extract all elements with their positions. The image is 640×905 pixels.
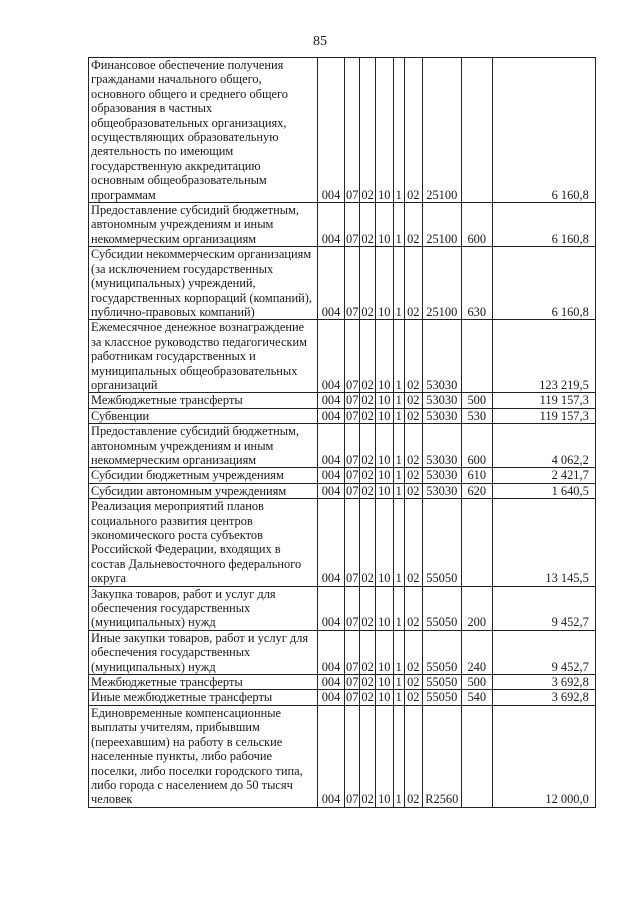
target-article-part4-cell: 25100 <box>422 247 461 320</box>
subsection-code-cell: 02 <box>361 675 374 690</box>
expense-type-cell <box>461 58 492 203</box>
department-code-cell: 004 <box>318 586 345 630</box>
section-code-cell: 07 <box>345 630 360 674</box>
item-name-cell: Реализация мероприятий планов социального развития центров экономического роста субъектов Российской Федерации, входящих в состав Дальневосточного федерального округа <box>89 499 318 586</box>
table-row <box>89 483 596 498</box>
target-article-part4-cell: 53030 <box>422 320 461 393</box>
expense-type-cell: 600 <box>461 203 492 247</box>
section-code-cell: 07 <box>346 675 359 690</box>
section-code-cell: 07 <box>345 705 360 807</box>
target-article-part3-cell: 02 <box>404 203 422 247</box>
department-code-cell: 004 <box>318 630 345 674</box>
target-article-part2-cell: 1 <box>393 203 404 247</box>
target-article-part1-cell: 10 <box>375 393 393 408</box>
target-article-part3-cell: 02 <box>404 408 422 423</box>
department-code-cell: 004 <box>318 468 345 483</box>
target-article-part1-cell: 10 <box>375 690 393 705</box>
expense-type-cell: 540 <box>461 690 492 705</box>
item-name-cell: Закупка товаров, работ и услуг для обеспечения государственных (муниципальных) нужд <box>89 586 318 630</box>
target-article-part1-cell: 10 <box>375 483 393 498</box>
target-article-part3-cell: 02 <box>404 675 422 690</box>
target-article-part1-cell: 10 <box>375 408 393 423</box>
section-code-cell: 07 <box>345 247 360 320</box>
target-article-part1-cell: 10 <box>375 630 393 674</box>
expense-type-cell: 500 <box>461 675 492 690</box>
target-article-part1-cell: 10 <box>375 705 393 807</box>
department-code-cell: 004 <box>318 247 345 320</box>
item-name-cell: Субвенции <box>89 408 318 423</box>
item-name-cell: Межбюджетные трансферты <box>89 393 318 408</box>
amount-cell: 119 157,3 <box>492 393 595 408</box>
target-article-part1-cell: 10 <box>375 675 393 690</box>
table-row <box>89 499 596 586</box>
subsection-code-cell: 02 <box>361 483 374 498</box>
subsection-code-cell: 02 <box>360 705 375 807</box>
target-article-part1-cell: 10 <box>375 468 393 483</box>
target-article-part2-cell: 1 <box>393 58 404 203</box>
section-code-cell: 07 <box>345 499 360 586</box>
target-article-part2-cell: 1 <box>393 586 404 630</box>
target-article-part4-cell: 55050 <box>422 690 461 705</box>
target-article-part2-cell: 1 <box>393 630 404 674</box>
amount-cell: 1 640,5 <box>492 483 595 498</box>
table-row <box>89 630 596 674</box>
expense-type-cell: 630 <box>461 247 492 320</box>
target-article-part3-cell: 02 <box>404 705 422 807</box>
item-name-cell: Единовременные компенсационные выплаты учителям, прибывшим (переехавшим) на работу в сельские населенные пункты, либо рабочие поселки, либо поселки городского типа, либо города с населением до 50 тысяч человек <box>89 705 318 807</box>
section-code-cell: 07 <box>345 203 360 247</box>
target-article-part2-cell: 1 <box>393 483 404 498</box>
table-row <box>89 393 596 408</box>
target-article-part3-cell: 02 <box>404 247 422 320</box>
section-code-cell: 07 <box>345 320 360 393</box>
target-article-part2-cell: 1 <box>393 690 404 705</box>
expense-type-cell: 500 <box>461 393 492 408</box>
table-row <box>89 586 596 630</box>
amount-cell: 3 692,8 <box>492 690 595 705</box>
target-article-part4-cell: R2560 <box>422 705 461 807</box>
target-article-part4-cell: 53030 <box>422 483 461 498</box>
target-article-part1-cell: 10 <box>375 247 393 320</box>
target-article-part1-cell: 10 <box>375 499 393 586</box>
item-name-cell: Предоставление субсидий бюджетным, автономным учреждениям и иным некоммерческим организациям <box>89 203 318 247</box>
budget-table-body <box>89 58 596 808</box>
target-article-part3-cell: 02 <box>404 320 422 393</box>
target-article-part2-cell: 1 <box>393 675 404 690</box>
target-article-part3-cell: 02 <box>404 499 422 586</box>
section-code-cell: 07 <box>346 393 359 408</box>
section-code-cell: 07 <box>346 408 359 423</box>
item-name-cell: Финансовое обеспечение получения гражданами начального общего, основного общего и среднего общего образования в частных общеобразовательных организациях, осуществляющих образовательную деятельность по имеющим государственную аккредитацию основным общеобразовательным программам <box>89 58 318 203</box>
subsection-code-cell: 02 <box>361 408 374 423</box>
target-article-part1-cell: 10 <box>375 58 393 203</box>
target-article-part3-cell: 02 <box>404 586 422 630</box>
target-article-part3-cell: 02 <box>404 468 422 483</box>
section-code-cell: 07 <box>345 58 360 203</box>
expense-type-cell <box>461 499 492 586</box>
target-article-part4-cell: 53030 <box>422 393 461 408</box>
table-row <box>89 705 596 807</box>
target-article-part1-cell: 10 <box>375 203 393 247</box>
target-article-part3-cell: 02 <box>404 393 422 408</box>
expense-type-cell: 240 <box>461 630 492 674</box>
target-article-part4-cell: 25100 <box>422 58 461 203</box>
target-article-part3-cell: 02 <box>404 483 422 498</box>
table-row <box>89 320 596 393</box>
item-name-cell: Ежемесячное денежное вознаграждение за классное руководство педагогическим работникам государственных и муниципальных общеобразовательных организаций <box>89 320 318 393</box>
subsection-code-cell: 02 <box>360 247 375 320</box>
subsection-code-cell: 02 <box>360 424 375 468</box>
target-article-part2-cell: 1 <box>393 408 404 423</box>
item-name-cell: Предоставление субсидий бюджетным, автономным учреждениям и иным некоммерческим организациям <box>89 424 318 468</box>
subsection-code-cell: 02 <box>361 468 374 483</box>
target-article-part4-cell: 53030 <box>422 424 461 468</box>
department-code-cell: 004 <box>318 690 345 705</box>
table-row <box>89 408 596 423</box>
department-code-cell: 004 <box>318 499 345 586</box>
amount-cell: 3 692,8 <box>492 675 595 690</box>
expense-type-cell <box>461 320 492 393</box>
item-name-cell: Иные закупки товаров, работ и услуг для обеспечения государственных (муниципальных) нужд <box>89 630 318 674</box>
item-name-cell: Субсидии бюджетным учреждениям <box>89 468 318 483</box>
subsection-code-cell: 02 <box>360 630 375 674</box>
target-article-part1-cell: 10 <box>375 424 393 468</box>
target-article-part4-cell: 55050 <box>422 499 461 586</box>
table-row <box>89 58 596 203</box>
expense-type-cell: 530 <box>461 408 492 423</box>
subsection-code-cell: 02 <box>360 499 375 586</box>
target-article-part4-cell: 53030 <box>422 408 461 423</box>
table-row <box>89 203 596 247</box>
department-code-cell: 004 <box>318 393 345 408</box>
amount-cell: 12 000,0 <box>492 705 595 807</box>
subsection-code-cell: 02 <box>360 203 375 247</box>
department-code-cell: 004 <box>318 705 345 807</box>
table-row <box>89 247 596 320</box>
table-row <box>89 690 596 705</box>
target-article-part1-cell: 10 <box>375 586 393 630</box>
amount-cell: 6 160,8 <box>492 247 595 320</box>
amount-cell: 123 219,5 <box>492 320 595 393</box>
subsection-code-cell: 02 <box>361 393 374 408</box>
department-code-cell: 004 <box>318 58 345 203</box>
target-article-part4-cell: 25100 <box>422 203 461 247</box>
subsection-code-cell: 02 <box>360 320 375 393</box>
expense-type-cell: 610 <box>461 468 492 483</box>
target-article-part2-cell: 1 <box>393 320 404 393</box>
amount-cell: 2 421,7 <box>492 468 595 483</box>
target-article-part4-cell: 55050 <box>422 630 461 674</box>
subsection-code-cell: 02 <box>361 690 374 705</box>
target-article-part2-cell: 1 <box>393 468 404 483</box>
target-article-part2-cell: 1 <box>393 393 404 408</box>
target-article-part1-cell: 10 <box>375 320 393 393</box>
section-code-cell: 07 <box>346 468 359 483</box>
target-article-part3-cell: 02 <box>404 424 422 468</box>
section-code-cell: 07 <box>345 424 360 468</box>
department-code-cell: 004 <box>318 408 345 423</box>
table-row <box>89 675 596 690</box>
amount-cell: 9 452,7 <box>492 630 595 674</box>
amount-cell: 4 062,2 <box>492 424 595 468</box>
item-name-cell: Субсидии некоммерческим организациям (за исключением государственных (муниципальных) учреждений, государственных корпораций (компаний), публично-правовых компаний) <box>89 247 318 320</box>
table-row <box>89 424 596 468</box>
section-code-cell: 07 <box>346 483 359 498</box>
department-code-cell: 004 <box>318 424 345 468</box>
target-article-part4-cell: 55050 <box>422 675 461 690</box>
expense-type-cell: 600 <box>461 424 492 468</box>
item-name-cell: Межбюджетные трансферты <box>89 675 318 690</box>
section-code-cell: 07 <box>346 690 359 705</box>
target-article-part2-cell: 1 <box>393 424 404 468</box>
budget-table <box>88 57 596 808</box>
amount-cell: 13 145,5 <box>492 499 595 586</box>
target-article-part2-cell: 1 <box>393 499 404 586</box>
amount-cell: 9 452,7 <box>492 586 595 630</box>
amount-cell: 6 160,8 <box>492 203 595 247</box>
target-article-part3-cell: 02 <box>404 690 422 705</box>
item-name-cell: Субсидии автономным учреждениям <box>89 483 318 498</box>
expense-type-cell: 620 <box>461 483 492 498</box>
target-article-part4-cell: 53030 <box>422 468 461 483</box>
department-code-cell: 004 <box>318 320 345 393</box>
target-article-part3-cell: 02 <box>404 630 422 674</box>
subsection-code-cell: 02 <box>360 586 375 630</box>
section-code-cell: 07 <box>345 586 360 630</box>
department-code-cell: 004 <box>318 675 345 690</box>
target-article-part2-cell: 1 <box>393 705 404 807</box>
department-code-cell: 004 <box>318 483 345 498</box>
amount-cell: 119 157,3 <box>492 408 595 423</box>
table-row <box>89 468 596 483</box>
subsection-code-cell: 02 <box>360 58 375 203</box>
expense-type-cell: 200 <box>461 586 492 630</box>
target-article-part2-cell: 1 <box>393 247 404 320</box>
expense-type-cell <box>461 705 492 807</box>
target-article-part3-cell: 02 <box>404 58 422 203</box>
department-code-cell: 004 <box>318 203 345 247</box>
amount-cell: 6 160,8 <box>492 58 595 203</box>
page-number: 85 <box>313 34 327 49</box>
target-article-part4-cell: 55050 <box>422 586 461 630</box>
item-name-cell: Иные межбюджетные трансферты <box>89 690 318 705</box>
